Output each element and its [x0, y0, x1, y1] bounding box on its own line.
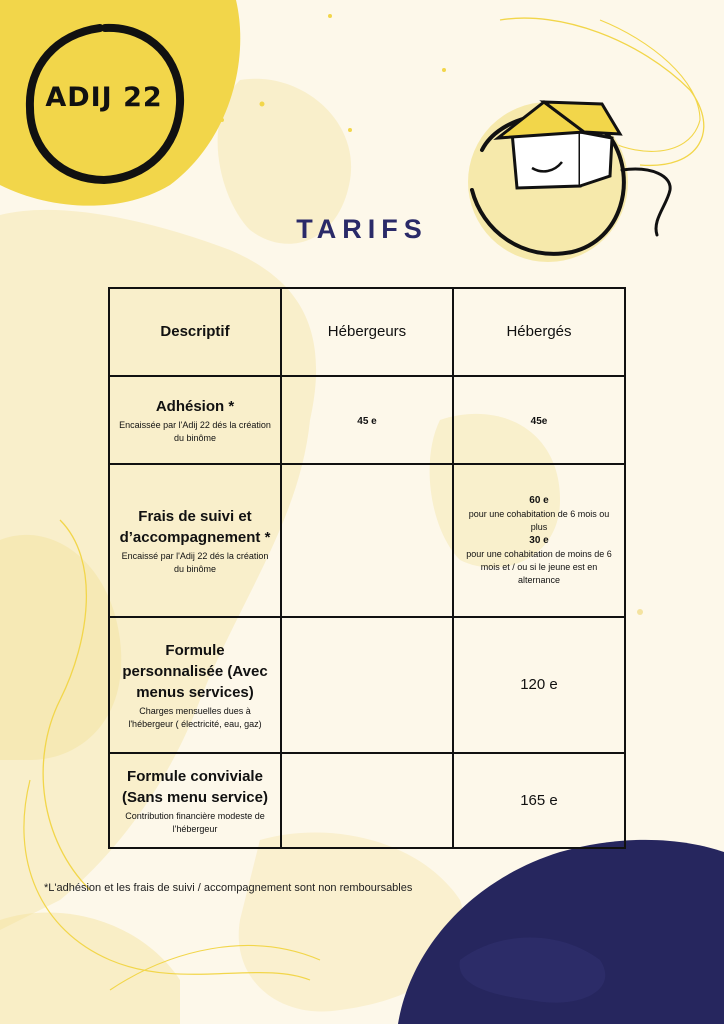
header-label: Descriptif: [160, 323, 230, 340]
table-header-row: [109, 288, 625, 376]
table-row: [109, 464, 625, 617]
row-subtitle: Charges mensuelles dues à l'hébergeur ( électricité, eau, gaz): [128, 705, 262, 729]
price-note: pour une cohabitation de 6 mois ou plus: [468, 509, 610, 532]
row-subtitle: Encaissée par l'Adij 22 dés la création du binôme: [119, 419, 271, 443]
price-value: 45e: [530, 416, 548, 427]
row-subtitle: Encaissé par l'Adij 22 dés la création du binôme: [121, 550, 269, 574]
row-description: [109, 753, 281, 848]
table-row: [109, 753, 625, 848]
table-row: [109, 376, 625, 464]
cell-heberges: [453, 753, 625, 848]
row-description: [109, 376, 281, 464]
cell-heberges: [453, 617, 625, 753]
cell-hebergeurs: [281, 753, 453, 848]
tarifs-table: [108, 287, 626, 849]
price-value: 45 e: [357, 416, 377, 427]
page-title: TARIFS: [296, 214, 428, 244]
price-value: 165 e: [520, 791, 558, 809]
row-title: Adhésion *: [155, 397, 235, 415]
row-description: [109, 464, 281, 617]
table-row: [109, 617, 625, 753]
cell-hebergeurs: [281, 376, 453, 464]
price-value: 60 e: [529, 495, 549, 506]
price-note: pour une cohabitation de moins de 6 mois et / ou si le jeune est en alternance: [466, 549, 612, 585]
cell-heberges: [453, 464, 625, 617]
cell-hebergeurs: [281, 464, 453, 617]
header-label: Hébergeurs: [327, 323, 407, 340]
row-title: Formule personnalisée (Avec menus services): [122, 641, 268, 701]
row-title: Formule conviviale (Sans menu service): [122, 767, 268, 806]
house-icon: [462, 90, 682, 270]
header-hebergeurs: [281, 288, 453, 376]
logo-text: ADIJ 22: [45, 82, 163, 113]
row-title: Frais de suivi et d’accompagnement *: [119, 507, 271, 546]
header-heberges: [453, 288, 625, 376]
cell-hebergeurs: [281, 617, 453, 753]
header-descriptif: [109, 288, 281, 376]
footnote: *L'adhésion et les frais de suivi / accompagnement sont non remboursables: [44, 882, 413, 894]
header-label: Hébergés: [506, 323, 572, 340]
price-value: 120 e: [520, 676, 558, 693]
row-subtitle: Contribution financière modeste de l'hébergeur: [125, 810, 265, 834]
cell-heberges: [453, 376, 625, 464]
price-value: 30 e: [529, 535, 549, 546]
row-description: [109, 617, 281, 753]
